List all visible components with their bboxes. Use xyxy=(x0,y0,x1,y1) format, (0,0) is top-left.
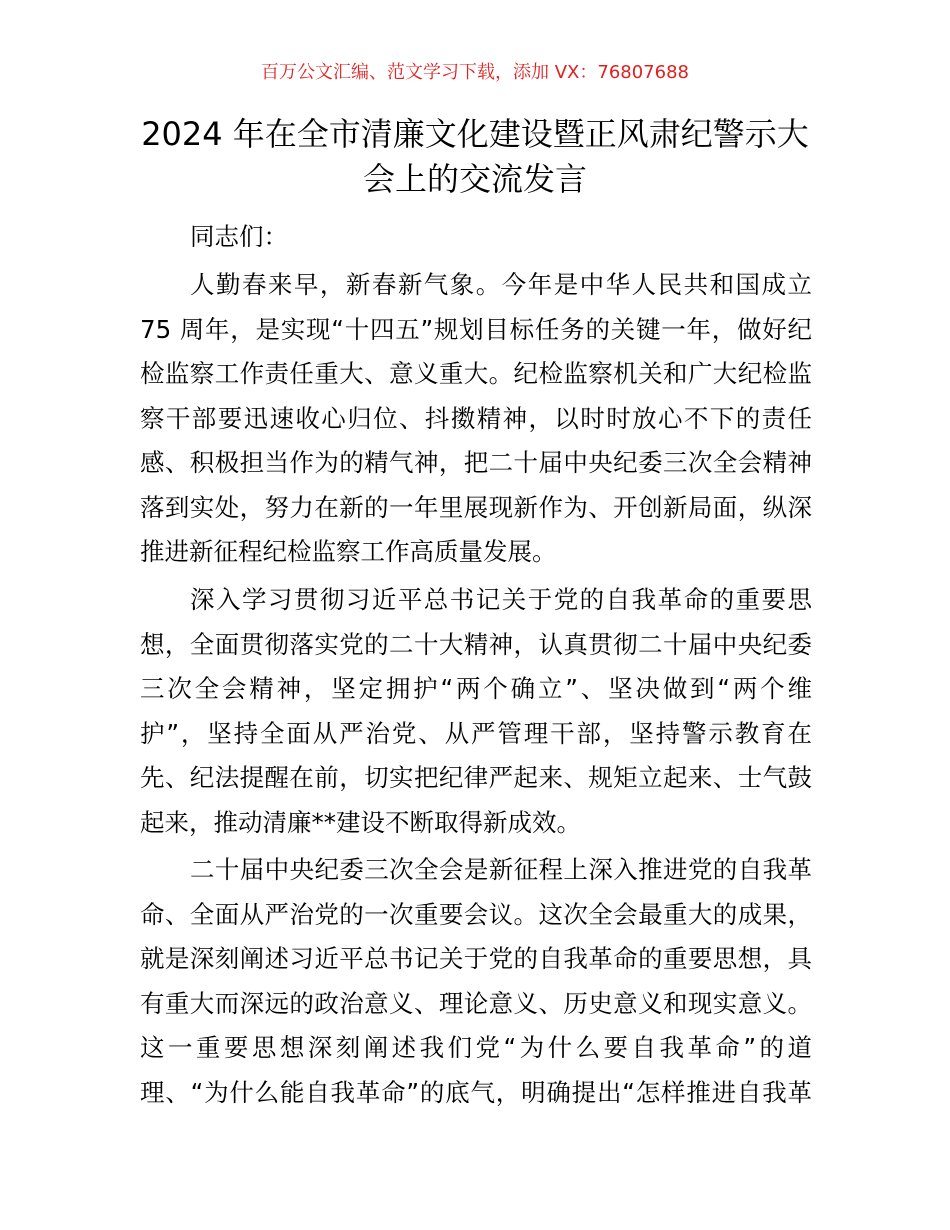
paragraph-1-line: 落到实处，努力在新的一年里展现新作为、开创新局面，纵深 xyxy=(140,492,812,522)
paragraph-2-line: 三次全会精神，坚定拥护“两个确立”、坚决做到“两个维 xyxy=(140,674,812,703)
document-title-line-1: 2024 年在全市清廉文化建设暨正风肃纪警示大 xyxy=(141,115,809,153)
paragraph-2-line: 先、纪法提醒在前，切实把纪律严起来、规矩立起来、士气鼓 xyxy=(140,763,812,792)
paragraph-1-line: 察干部要迅速收心归位、抖擞精神，以时时放心不下的责任 xyxy=(140,403,812,433)
paragraph-2-line: 起来，推动清廉**建设不断取得新成效。 xyxy=(140,807,581,837)
paragraph-3-line: 二十届中央纪委三次全会是新征程上深入推进党的自我革 xyxy=(190,855,812,884)
paragraph-3-line: 这一重要思想深刻阐述我们党“为什么要自我革命”的道 xyxy=(140,1033,812,1063)
paragraph-1-line: 感、积极担当作为的精气神，把二十届中央纪委三次全会精神 xyxy=(140,448,812,477)
paragraph-3-line: 命、全面从严治党的一次重要会议。这次全会最重大的成果， xyxy=(140,899,812,929)
paragraph-2-line: 想，全面贯彻落实党的二十大精神，认真贯彻二十届中央纪委 xyxy=(140,629,812,659)
paragraph-1-line: 人勤春来早，新春新气象。今年是中华人民共和国成立 xyxy=(190,270,812,299)
paragraph-3-line: 理、“为什么能自我革命”的底气，明确提出“怎样推进自我革 xyxy=(140,1078,812,1107)
paragraph-2-line: 深入学习贯彻习近平总书记关于党的自我革命的重要思 xyxy=(190,585,812,614)
salutation: 同志们： xyxy=(190,222,288,251)
paragraph-1-line: 75 周年，是实现“十四五”规划目标任务的关键一年，做好纪 xyxy=(140,314,812,344)
paragraph-3-line: 就是深刻阐述习近平总书记关于党的自我革命的重要思想，具 xyxy=(140,944,812,974)
document-title-line-2: 会上的交流发言 xyxy=(362,160,587,198)
paragraph-2-line: 护”，坚持全面从严治党、从严管理干部，坚持警示教育在 xyxy=(140,718,812,748)
watermark-header: 百万公文汇编、范文学习下载，添加 VX：76807688 xyxy=(261,62,689,83)
paragraph-3-line: 有重大而深远的政治意义、理论意义、历史意义和现实意义。 xyxy=(140,988,812,1018)
paragraph-1-line: 检监察工作责任重大、意义重大。纪检监察机关和广大纪检监 xyxy=(140,359,812,388)
paragraph-1-line: 推进新征程纪检监察工作高质量发展。 xyxy=(140,537,557,566)
